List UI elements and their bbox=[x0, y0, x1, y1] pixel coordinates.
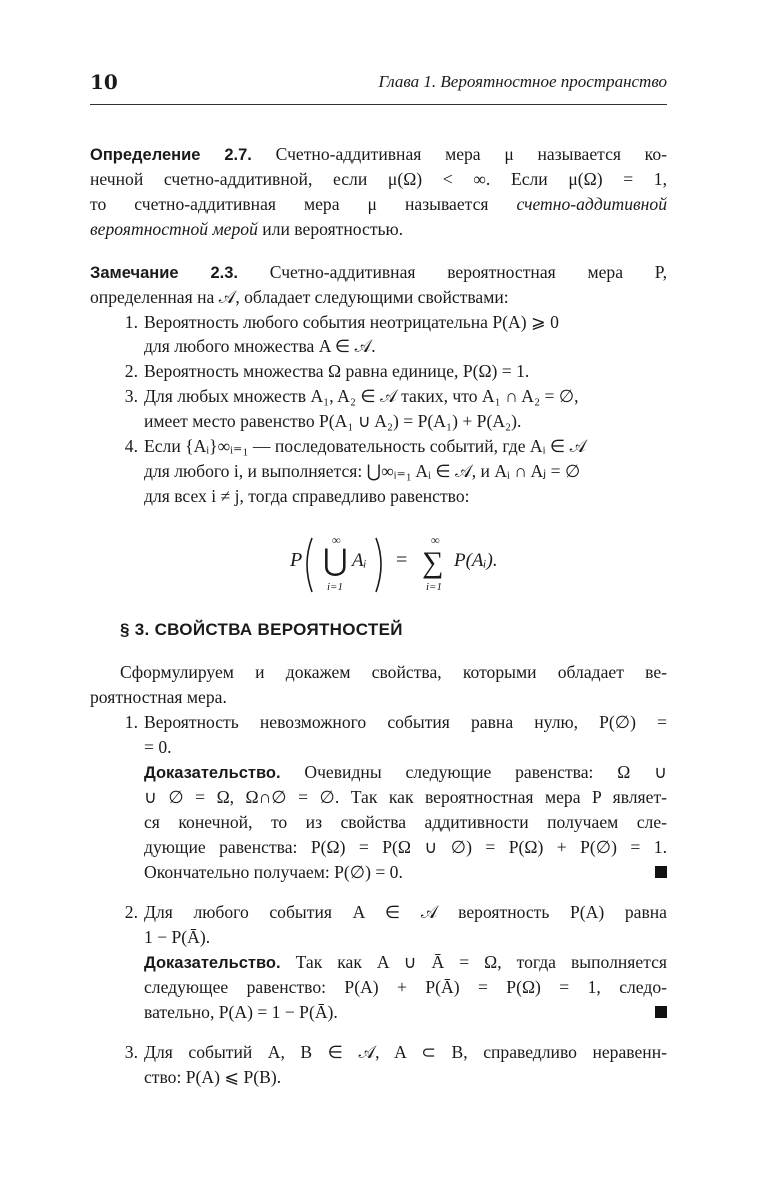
remark-line1: Счетно-аддитивная вероятностная мера P, bbox=[269, 262, 667, 282]
formula-sum-bottom: i=1 bbox=[426, 581, 442, 593]
display-formula bbox=[290, 530, 540, 600]
formula-union-top: ∞ bbox=[332, 533, 341, 547]
formula-P: P bbox=[290, 549, 303, 571]
proof-label: Доказательство. bbox=[144, 764, 281, 782]
formula-rhs: P(Aᵢ). bbox=[454, 550, 498, 571]
book-page: 10 Глава 1. Вероятностное пространство Определение 2.7. Счетно-аддитивная мера μ называется ко- нечной счетно-аддитивной, если μ(Ω) < ∞. Если μ(Ω) = 1, то счетно-аддитивная мера μ называется счетно-аддитивной вероятностной мерой или вероятностью. Замечание 2.3. Счетно-аддитивная вероятностная мера P, определенная на 𝒜, обладает следующими свойствами: 1. Вероятность любого события неотрицательна P(A) ⩾ 0 для любого множества A ∈ 𝒜. 2. Вероятность множества Ω равна единице, P(Ω) = 1. 3. Для любых множеств A₁, A₂ ∈ 𝒜 таких, что A₁ ∩ A₂ = ∅, имеет место равенство P(A₁ ∪ A₂) = P(A₁) + P(A₂). 4. Если {Aᵢ}∞ᵢ₌₁ — последовательность событий, где Aᵢ ∈ 𝒜 для любого i, и выполняется: ⋃∞ᵢ₌₁ Aᵢ ∈ 𝒜, и Aᵢ ∩ Aⱼ = ∅ для всех i ≠ j, тогда справедливо равенство: P ∞ ⋃ i=1 Aᵢ = ∞ ∑ i=1 P(Aᵢ). § 3. СВОЙСТВА ВЕРОЯТНОСТЕЙ Сформулируем и докажем свойства, которыми обладает ве- роятностная мера. 1. Вероятность невозможного события равна нулю, P(∅) = = 0. Доказательство. Очевидны следующие равенства: Ω ∪ ∪ ∅ = Ω, Ω∩∅ = ∅. Так как вероятностная мера P являет- ся конечной, то из свойства аддитивности получаем сле- дующие равенства: P(Ω) = P(Ω ∪ ∅) = P(Ω) + P(∅) = 1. Окончательно получаем: P(∅) = 0. 2. Для любого события A ∈ 𝒜 вероятность P(A) равна 1 − P(Ā). Доказательство. Так как A ∪ Ā = Ω, тогда выполняется следующее равенство: P(A) + P(Ā) = P(Ω) = 1, следо- вательно, P(A) = 1 − P(Ā). 3. Для событий A, B ∈ 𝒜, A ⊂ B, справедливо неравенн- ство: P(A) ⩽ P(B). bbox=[0, 0, 757, 1182]
formula-union-sign: ⋃ bbox=[323, 544, 348, 577]
formula-left-paren bbox=[307, 538, 312, 592]
formula-equals: = bbox=[396, 549, 408, 571]
qed-square-icon bbox=[655, 1006, 667, 1018]
running-title: Глава 1. Вероятностное пространство bbox=[378, 72, 667, 91]
formula-union-bottom: i=1 bbox=[327, 581, 343, 593]
formula-sum-top: ∞ bbox=[431, 533, 440, 547]
remark-line2: определенная на 𝒜, обладает следующими свойствами: bbox=[90, 287, 509, 307]
section-intro-line1: Сформулируем и докажем свойства, которыми обладает ве- bbox=[120, 662, 667, 682]
remark-label: Замечание 2.3. bbox=[90, 264, 238, 282]
formula-right-paren bbox=[376, 538, 381, 592]
definition-label: Определение 2.7. bbox=[90, 146, 252, 164]
definition-line4: или вероятностью. bbox=[262, 219, 404, 239]
page-header bbox=[90, 66, 667, 96]
page-number: 10 bbox=[90, 70, 118, 94]
proof-label: Доказательство. bbox=[144, 954, 281, 972]
definition-term-2: вероятностной мерой bbox=[90, 219, 258, 239]
section-intro-line2: роятностная мера. bbox=[90, 687, 227, 707]
header-rule bbox=[90, 104, 667, 105]
formula-svg bbox=[290, 530, 540, 600]
section-title: § 3. СВОЙСТВА ВЕРОЯТНОСТЕЙ bbox=[120, 620, 403, 639]
definition-line3: то счетно-аддитивная мера μ называется bbox=[90, 194, 489, 214]
formula-A-i: Aᵢ bbox=[352, 550, 367, 571]
definition-line1: Счетно-аддитивная мера μ называется ко- bbox=[275, 144, 667, 164]
definition-line2: нечной счетно-аддитивной, если μ(Ω) < ∞. Если μ(Ω) = 1, bbox=[90, 169, 667, 189]
formula-sum-sign: ∑ bbox=[422, 546, 444, 579]
qed-square-icon bbox=[655, 866, 667, 878]
definition-term-1: счетно-аддитивной bbox=[516, 194, 667, 214]
